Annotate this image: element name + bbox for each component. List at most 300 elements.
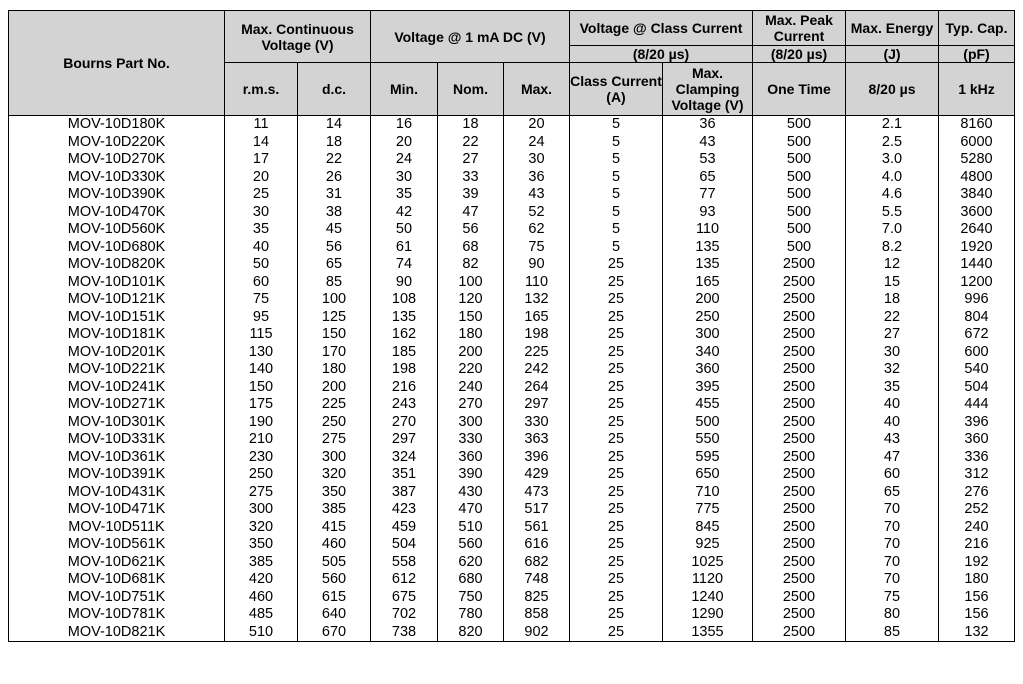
- cell-part-no: MOV-10D181K: [9, 326, 225, 344]
- cell-class-current: 25: [570, 326, 663, 344]
- cell-part-no: MOV-10D470K: [9, 204, 225, 222]
- cell-energy: 70: [846, 536, 939, 554]
- cell-clamping-voltage: 395: [663, 379, 753, 397]
- table-row: [9, 326, 1015, 344]
- cell-dc-voltage: 560: [298, 571, 371, 589]
- cell-peak-current: 2500: [753, 396, 846, 414]
- cell-part-no: MOV-10D301K: [9, 414, 225, 432]
- cell-capacitance: 1200: [939, 274, 1015, 292]
- cell-min-voltage: 351: [371, 466, 438, 484]
- spec-table-container: [8, 10, 1015, 642]
- cell-nom-voltage: 750: [438, 589, 504, 607]
- cell-class-current: 25: [570, 554, 663, 572]
- cell-class-current: 5: [570, 134, 663, 152]
- cell-peak-current: 2500: [753, 361, 846, 379]
- cell-class-current: 25: [570, 571, 663, 589]
- cell-clamping-voltage: 200: [663, 291, 753, 309]
- cell-nom-voltage: 780: [438, 606, 504, 624]
- cell-clamping-voltage: 1290: [663, 606, 753, 624]
- cell-capacitance: 252: [939, 501, 1015, 519]
- table-row: [9, 379, 1015, 397]
- cell-dc-voltage: 505: [298, 554, 371, 572]
- cell-min-voltage: 42: [371, 204, 438, 222]
- cell-capacitance: 180: [939, 571, 1015, 589]
- cell-class-current: 5: [570, 169, 663, 187]
- cell-rms-voltage: 150: [225, 379, 298, 397]
- cell-capacitance: 132: [939, 624, 1015, 642]
- cell-max-voltage: 429: [504, 466, 570, 484]
- cell-peak-current: 2500: [753, 309, 846, 327]
- cell-part-no: MOV-10D361K: [9, 449, 225, 467]
- cell-capacitance: 672: [939, 326, 1015, 344]
- header-voltage-1ma: Voltage @ 1 mA DC (V): [371, 11, 570, 63]
- cell-rms-voltage: 210: [225, 431, 298, 449]
- cell-capacitance: 1440: [939, 256, 1015, 274]
- cell-class-current: 5: [570, 204, 663, 222]
- cell-rms-voltage: 75: [225, 291, 298, 309]
- cell-min-voltage: 612: [371, 571, 438, 589]
- cell-energy: 5.5: [846, 204, 939, 222]
- header-clamping-voltage: Max. Clamping Voltage (V): [663, 63, 753, 116]
- cell-clamping-voltage: 53: [663, 151, 753, 169]
- cell-energy: 27: [846, 326, 939, 344]
- cell-energy: 80: [846, 606, 939, 624]
- cell-min-voltage: 20: [371, 134, 438, 152]
- header-voltage-class-unit: (8/20 µs): [570, 46, 753, 63]
- cell-max-voltage: 616: [504, 536, 570, 554]
- cell-min-voltage: 297: [371, 431, 438, 449]
- cell-peak-current: 2500: [753, 291, 846, 309]
- table-row: [9, 501, 1015, 519]
- header-voltage-class-current: Voltage @ Class Current: [570, 11, 753, 46]
- cell-nom-voltage: 120: [438, 291, 504, 309]
- cell-part-no: MOV-10D471K: [9, 501, 225, 519]
- cell-max-voltage: 24: [504, 134, 570, 152]
- cell-capacitance: 2640: [939, 221, 1015, 239]
- cell-dc-voltage: 670: [298, 624, 371, 642]
- cell-rms-voltage: 175: [225, 396, 298, 414]
- cell-capacitance: 336: [939, 449, 1015, 467]
- cell-rms-voltage: 140: [225, 361, 298, 379]
- cell-peak-current: 500: [753, 116, 846, 134]
- cell-peak-current: 2500: [753, 274, 846, 292]
- cell-class-current: 25: [570, 466, 663, 484]
- table-row: [9, 414, 1015, 432]
- cell-dc-voltage: 56: [298, 239, 371, 257]
- cell-nom-voltage: 47: [438, 204, 504, 222]
- cell-class-current: 25: [570, 589, 663, 607]
- cell-capacitance: 504: [939, 379, 1015, 397]
- cell-peak-current: 2500: [753, 571, 846, 589]
- cell-dc-voltage: 26: [298, 169, 371, 187]
- cell-peak-current: 500: [753, 169, 846, 187]
- cell-rms-voltage: 40: [225, 239, 298, 257]
- cell-capacitance: 156: [939, 606, 1015, 624]
- cell-min-voltage: 558: [371, 554, 438, 572]
- cell-class-current: 5: [570, 239, 663, 257]
- cell-class-current: 25: [570, 379, 663, 397]
- cell-energy: 4.6: [846, 186, 939, 204]
- cell-energy: 22: [846, 309, 939, 327]
- cell-nom-voltage: 560: [438, 536, 504, 554]
- table-row: [9, 396, 1015, 414]
- cell-class-current: 25: [570, 414, 663, 432]
- cell-nom-voltage: 620: [438, 554, 504, 572]
- cell-energy: 7.0: [846, 221, 939, 239]
- cell-min-voltage: 738: [371, 624, 438, 642]
- cell-peak-current: 2500: [753, 484, 846, 502]
- cell-peak-current: 500: [753, 151, 846, 169]
- cell-clamping-voltage: 775: [663, 501, 753, 519]
- cell-dc-voltage: 225: [298, 396, 371, 414]
- cell-rms-voltage: 95: [225, 309, 298, 327]
- table-row: [9, 484, 1015, 502]
- cell-dc-voltage: 38: [298, 204, 371, 222]
- cell-min-voltage: 24: [371, 151, 438, 169]
- table-row: [9, 571, 1015, 589]
- cell-peak-current: 2500: [753, 519, 846, 537]
- cell-nom-voltage: 82: [438, 256, 504, 274]
- cell-part-no: MOV-10D151K: [9, 309, 225, 327]
- cell-nom-voltage: 200: [438, 344, 504, 362]
- cell-dc-voltage: 250: [298, 414, 371, 432]
- cell-min-voltage: 162: [371, 326, 438, 344]
- header-part-no: Bourns Part No.: [9, 11, 225, 116]
- cell-part-no: MOV-10D560K: [9, 221, 225, 239]
- cell-energy: 70: [846, 571, 939, 589]
- cell-max-voltage: 363: [504, 431, 570, 449]
- table-row: [9, 134, 1015, 152]
- cell-dc-voltage: 300: [298, 449, 371, 467]
- cell-clamping-voltage: 455: [663, 396, 753, 414]
- cell-energy: 70: [846, 554, 939, 572]
- table-row: [9, 589, 1015, 607]
- cell-clamping-voltage: 360: [663, 361, 753, 379]
- cell-rms-voltage: 20: [225, 169, 298, 187]
- cell-dc-voltage: 275: [298, 431, 371, 449]
- cell-capacitance: 156: [939, 589, 1015, 607]
- cell-part-no: MOV-10D221K: [9, 361, 225, 379]
- header-dc: d.c.: [298, 63, 371, 116]
- cell-energy: 40: [846, 414, 939, 432]
- cell-energy: 85: [846, 624, 939, 642]
- cell-max-voltage: 561: [504, 519, 570, 537]
- cell-peak-current: 2500: [753, 466, 846, 484]
- cell-class-current: 25: [570, 624, 663, 642]
- cell-max-voltage: 748: [504, 571, 570, 589]
- cell-min-voltage: 61: [371, 239, 438, 257]
- cell-rms-voltage: 14: [225, 134, 298, 152]
- cell-class-current: 25: [570, 309, 663, 327]
- cell-max-voltage: 517: [504, 501, 570, 519]
- cell-dc-voltage: 385: [298, 501, 371, 519]
- cell-class-current: 25: [570, 344, 663, 362]
- table-row: [9, 519, 1015, 537]
- cell-peak-current: 2500: [753, 501, 846, 519]
- cell-rms-voltage: 25: [225, 186, 298, 204]
- cell-rms-voltage: 250: [225, 466, 298, 484]
- table-row: [9, 169, 1015, 187]
- table-row: [9, 344, 1015, 362]
- cell-capacitance: 3600: [939, 204, 1015, 222]
- cell-part-no: MOV-10D681K: [9, 571, 225, 589]
- cell-clamping-voltage: 500: [663, 414, 753, 432]
- cell-capacitance: 276: [939, 484, 1015, 502]
- cell-clamping-voltage: 65: [663, 169, 753, 187]
- cell-part-no: MOV-10D751K: [9, 589, 225, 607]
- cell-part-no: MOV-10D121K: [9, 291, 225, 309]
- cell-max-voltage: 330: [504, 414, 570, 432]
- cell-part-no: MOV-10D391K: [9, 466, 225, 484]
- cell-part-no: MOV-10D621K: [9, 554, 225, 572]
- cell-clamping-voltage: 36: [663, 116, 753, 134]
- cell-capacitance: 396: [939, 414, 1015, 432]
- cell-clamping-voltage: 845: [663, 519, 753, 537]
- cell-max-voltage: 902: [504, 624, 570, 642]
- cell-max-voltage: 198: [504, 326, 570, 344]
- cell-max-voltage: 52: [504, 204, 570, 222]
- cell-rms-voltage: 385: [225, 554, 298, 572]
- cell-clamping-voltage: 135: [663, 256, 753, 274]
- cell-nom-voltage: 220: [438, 361, 504, 379]
- cell-part-no: MOV-10D330K: [9, 169, 225, 187]
- table-row: [9, 554, 1015, 572]
- cell-min-voltage: 108: [371, 291, 438, 309]
- cell-rms-voltage: 130: [225, 344, 298, 362]
- cell-max-voltage: 242: [504, 361, 570, 379]
- header-peak-current-unit: (8/20 µs): [753, 46, 846, 63]
- cell-peak-current: 2500: [753, 326, 846, 344]
- cell-clamping-voltage: 650: [663, 466, 753, 484]
- cell-class-current: 25: [570, 501, 663, 519]
- cell-dc-voltage: 350: [298, 484, 371, 502]
- cell-clamping-voltage: 1025: [663, 554, 753, 572]
- cell-max-voltage: 132: [504, 291, 570, 309]
- cell-dc-voltage: 150: [298, 326, 371, 344]
- cell-capacitance: 312: [939, 466, 1015, 484]
- cell-max-voltage: 165: [504, 309, 570, 327]
- cell-clamping-voltage: 1120: [663, 571, 753, 589]
- cell-min-voltage: 504: [371, 536, 438, 554]
- cell-dc-voltage: 180: [298, 361, 371, 379]
- cell-capacitance: 600: [939, 344, 1015, 362]
- cell-energy: 60: [846, 466, 939, 484]
- cell-nom-voltage: 180: [438, 326, 504, 344]
- header-max-energy: Max. Energy: [846, 11, 939, 46]
- cell-max-voltage: 36: [504, 169, 570, 187]
- cell-part-no: MOV-10D820K: [9, 256, 225, 274]
- table-row: [9, 309, 1015, 327]
- cell-capacitance: 540: [939, 361, 1015, 379]
- cell-clamping-voltage: 925: [663, 536, 753, 554]
- cell-clamping-voltage: 1355: [663, 624, 753, 642]
- cell-dc-voltage: 85: [298, 274, 371, 292]
- header-class-current: Class Current (A): [570, 63, 663, 116]
- cell-peak-current: 2500: [753, 344, 846, 362]
- table-row: [9, 624, 1015, 642]
- cell-min-voltage: 185: [371, 344, 438, 362]
- cell-class-current: 5: [570, 221, 663, 239]
- cell-class-current: 5: [570, 116, 663, 134]
- cell-part-no: MOV-10D821K: [9, 624, 225, 642]
- cell-clamping-voltage: 135: [663, 239, 753, 257]
- cell-clamping-voltage: 300: [663, 326, 753, 344]
- cell-nom-voltage: 820: [438, 624, 504, 642]
- cell-dc-voltage: 31: [298, 186, 371, 204]
- header-cap-unit: (pF): [939, 46, 1015, 63]
- cell-part-no: MOV-10D781K: [9, 606, 225, 624]
- cell-max-voltage: 682: [504, 554, 570, 572]
- cell-capacitance: 240: [939, 519, 1015, 537]
- cell-min-voltage: 459: [371, 519, 438, 537]
- cell-min-voltage: 675: [371, 589, 438, 607]
- header-max-continuous-voltage: Max. Continuous Voltage (V): [225, 11, 371, 63]
- cell-max-voltage: 858: [504, 606, 570, 624]
- cell-peak-current: 2500: [753, 554, 846, 572]
- cell-energy: 35: [846, 379, 939, 397]
- cell-clamping-voltage: 77: [663, 186, 753, 204]
- cell-peak-current: 500: [753, 186, 846, 204]
- cell-rms-voltage: 30: [225, 204, 298, 222]
- cell-part-no: MOV-10D431K: [9, 484, 225, 502]
- cell-nom-voltage: 56: [438, 221, 504, 239]
- cell-rms-voltage: 485: [225, 606, 298, 624]
- cell-dc-voltage: 200: [298, 379, 371, 397]
- cell-max-voltage: 30: [504, 151, 570, 169]
- cell-min-voltage: 270: [371, 414, 438, 432]
- cell-peak-current: 2500: [753, 414, 846, 432]
- cell-nom-voltage: 430: [438, 484, 504, 502]
- cell-dc-voltage: 18: [298, 134, 371, 152]
- cell-dc-voltage: 65: [298, 256, 371, 274]
- table-row: [9, 274, 1015, 292]
- cell-energy: 8.2: [846, 239, 939, 257]
- cell-capacitance: 444: [939, 396, 1015, 414]
- cell-rms-voltage: 350: [225, 536, 298, 554]
- cell-capacitance: 996: [939, 291, 1015, 309]
- cell-part-no: MOV-10D201K: [9, 344, 225, 362]
- cell-part-no: MOV-10D180K: [9, 116, 225, 134]
- cell-class-current: 25: [570, 449, 663, 467]
- cell-class-current: 25: [570, 431, 663, 449]
- cell-dc-voltage: 615: [298, 589, 371, 607]
- cell-clamping-voltage: 93: [663, 204, 753, 222]
- cell-clamping-voltage: 595: [663, 449, 753, 467]
- cell-min-voltage: 30: [371, 169, 438, 187]
- cell-nom-voltage: 39: [438, 186, 504, 204]
- cell-nom-voltage: 18: [438, 116, 504, 134]
- cell-nom-voltage: 390: [438, 466, 504, 484]
- cell-capacitance: 804: [939, 309, 1015, 327]
- cell-peak-current: 2500: [753, 379, 846, 397]
- cell-part-no: MOV-10D331K: [9, 431, 225, 449]
- cell-capacitance: 8160: [939, 116, 1015, 134]
- cell-min-voltage: 16: [371, 116, 438, 134]
- table-row: [9, 291, 1015, 309]
- cell-clamping-voltage: 340: [663, 344, 753, 362]
- header-max: Max.: [504, 63, 570, 116]
- cell-energy: 70: [846, 501, 939, 519]
- cell-class-current: 25: [570, 361, 663, 379]
- cell-peak-current: 500: [753, 134, 846, 152]
- header-one-time: One Time: [753, 63, 846, 116]
- cell-peak-current: 500: [753, 239, 846, 257]
- varistor-spec-table: [8, 10, 1015, 642]
- cell-nom-voltage: 27: [438, 151, 504, 169]
- header-energy-pulse: 8/20 µs: [846, 63, 939, 116]
- table-row: [9, 204, 1015, 222]
- cell-dc-voltage: 22: [298, 151, 371, 169]
- cell-min-voltage: 324: [371, 449, 438, 467]
- cell-energy: 40: [846, 396, 939, 414]
- cell-capacitance: 216: [939, 536, 1015, 554]
- cell-peak-current: 2500: [753, 449, 846, 467]
- cell-max-voltage: 43: [504, 186, 570, 204]
- cell-class-current: 25: [570, 606, 663, 624]
- cell-rms-voltage: 50: [225, 256, 298, 274]
- cell-max-voltage: 110: [504, 274, 570, 292]
- cell-max-voltage: 473: [504, 484, 570, 502]
- cell-capacitance: 360: [939, 431, 1015, 449]
- table-body: [9, 116, 1015, 642]
- table-row: [9, 186, 1015, 204]
- cell-part-no: MOV-10D561K: [9, 536, 225, 554]
- cell-clamping-voltage: 43: [663, 134, 753, 152]
- cell-clamping-voltage: 110: [663, 221, 753, 239]
- cell-max-voltage: 825: [504, 589, 570, 607]
- cell-peak-current: 2500: [753, 606, 846, 624]
- header-typ-cap: Typ. Cap.: [939, 11, 1015, 46]
- cell-min-voltage: 198: [371, 361, 438, 379]
- cell-min-voltage: 74: [371, 256, 438, 274]
- cell-energy: 18: [846, 291, 939, 309]
- table-row: [9, 536, 1015, 554]
- cell-class-current: 5: [570, 186, 663, 204]
- cell-energy: 4.0: [846, 169, 939, 187]
- cell-dc-voltage: 45: [298, 221, 371, 239]
- cell-rms-voltage: 460: [225, 589, 298, 607]
- table-row: [9, 151, 1015, 169]
- cell-clamping-voltage: 1240: [663, 589, 753, 607]
- header-max-peak-current: Max. Peak Current: [753, 11, 846, 46]
- table-row: [9, 116, 1015, 134]
- cell-min-voltage: 50: [371, 221, 438, 239]
- cell-energy: 70: [846, 519, 939, 537]
- cell-energy: 15: [846, 274, 939, 292]
- cell-clamping-voltage: 165: [663, 274, 753, 292]
- cell-capacitance: 5280: [939, 151, 1015, 169]
- cell-part-no: MOV-10D680K: [9, 239, 225, 257]
- cell-peak-current: 2500: [753, 536, 846, 554]
- cell-nom-voltage: 330: [438, 431, 504, 449]
- cell-nom-voltage: 360: [438, 449, 504, 467]
- cell-max-voltage: 75: [504, 239, 570, 257]
- table-row: [9, 466, 1015, 484]
- cell-rms-voltage: 115: [225, 326, 298, 344]
- cell-max-voltage: 62: [504, 221, 570, 239]
- cell-capacitance: 192: [939, 554, 1015, 572]
- cell-max-voltage: 297: [504, 396, 570, 414]
- cell-class-current: 25: [570, 274, 663, 292]
- cell-max-voltage: 20: [504, 116, 570, 134]
- cell-dc-voltage: 14: [298, 116, 371, 134]
- cell-min-voltage: 90: [371, 274, 438, 292]
- cell-nom-voltage: 22: [438, 134, 504, 152]
- cell-capacitance: 6000: [939, 134, 1015, 152]
- cell-part-no: MOV-10D270K: [9, 151, 225, 169]
- cell-peak-current: 500: [753, 204, 846, 222]
- cell-nom-voltage: 510: [438, 519, 504, 537]
